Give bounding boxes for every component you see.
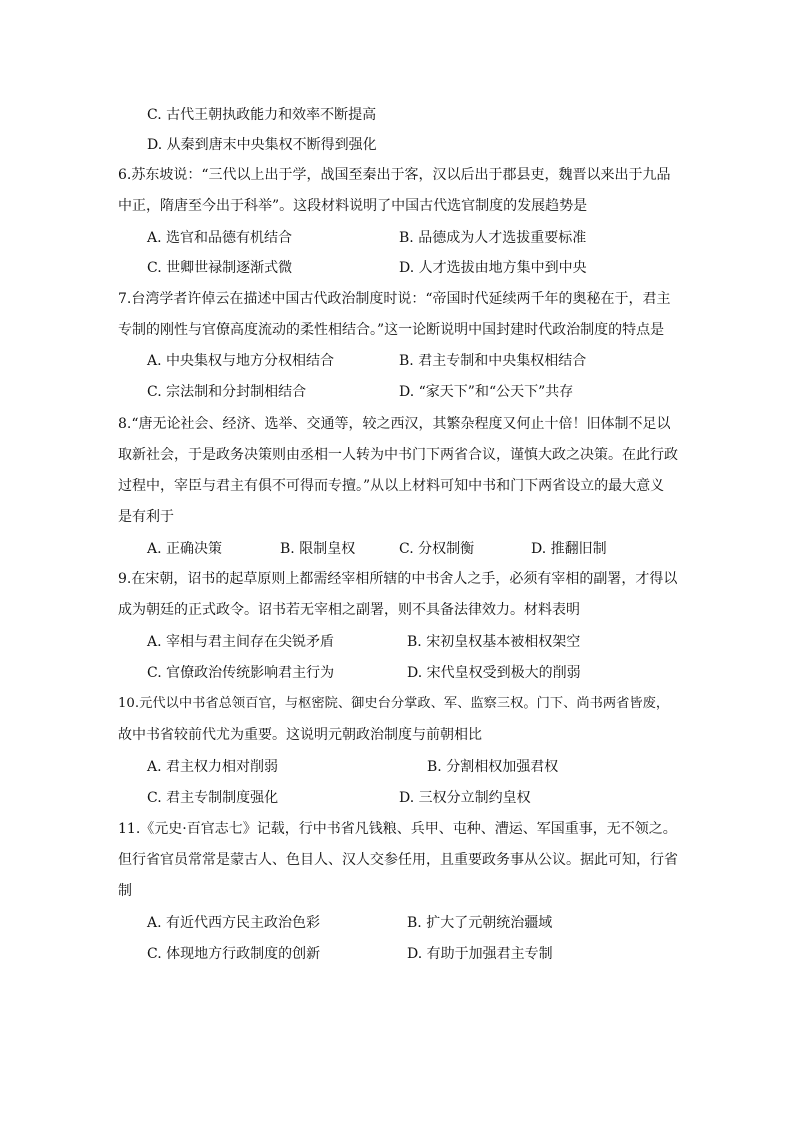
question-7-line-1: 7.台湾学者许倬云在描述中国古代政治制度时说：“帝国时代延续两千年的奥秘在于，君主: [118, 291, 671, 307]
question-6-option-b: B. 品德成为人才选拔重要标准: [399, 230, 587, 246]
q5-option-c: C. 古代王朝执政能力和效率不断提高: [147, 107, 377, 123]
question-11-option-c: C. 体现地方行政制度的创新: [147, 946, 321, 962]
question-7-option-a: A. 中央集权与地方分权相结合: [147, 353, 335, 369]
question-11-option-b: B. 扩大了元朝统治疆域: [407, 915, 553, 931]
question-6-option-c: C. 世卿世禄制逐渐式微: [147, 260, 293, 276]
question-11-option-d: D. 有助于加强君主专制: [407, 946, 553, 962]
question-9-option-b: B. 宋初皇权基本被相权架空: [407, 634, 581, 650]
question-6-option-d: D. 人才选拔由地方集中到中央: [399, 260, 587, 276]
question-7-line-2: 专制的刚性与官僚高度流动的柔性相结合。”这一论断说明中国封建时代政治制度的特点是: [118, 322, 665, 338]
question-10-line-1: 10.元代以中书省总领百官，与枢密院、御史台分掌政、军、监察三权。门下、尚书两省皆废，: [118, 696, 670, 711]
question-10-option-b: B. 分割相权加强君权: [427, 759, 559, 775]
question-7-option-c: C. 宗法制和分封制相结合: [147, 384, 307, 400]
question-10-option-d: D. 三权分立制约皇权: [399, 790, 531, 806]
question-9-line-1: 9.在宋朝，诏书的起草原则上都需经宰相所辖的中书舍人之手，必须有宰相的副署，才得以: [118, 571, 678, 587]
question-8-option-d: D. 推翻旧制: [531, 541, 607, 557]
question-9-option-d: D. 宋代皇权受到极大的削弱: [407, 665, 581, 681]
question-8-option-a: A. 正确决策: [147, 541, 223, 557]
question-8-option-b: B. 限制皇权: [280, 541, 356, 557]
question-9-line-2: 成为朝廷的正式政令。诏书若无宰相之副署，则不具备法律效力。材料表明: [118, 602, 580, 618]
question-7-option-b: B. 君主专制和中央集权相结合: [399, 353, 587, 369]
question-6-line-1: 6.苏东坡说：“三代以上出于学，战国至秦出于客，汉以后出于郡县吏，魏晋以来出于九品: [118, 167, 671, 183]
question-11-line-3: 制: [118, 883, 132, 899]
question-10-option-a: A. 君主权力相对削弱: [147, 759, 279, 775]
question-10-line-2: 故中书省较前代尤为重要。这说明元朝政治制度与前朝相比: [118, 727, 482, 743]
question-6-line-2: 中正，隋唐至今出于科举”。这段材料说明了中国古代选官制度的发展趋势是: [118, 198, 588, 214]
question-10-option-c: C. 君主专制制度强化: [147, 790, 279, 806]
question-7-option-d: D. “家天下”和“公天下”共存: [399, 384, 574, 400]
question-8-line-3: 过程中，宰臣与君主有俱不可得而专擅。”从以上材料可知中书和门下两省设立的最大意义: [118, 478, 665, 494]
question-8-line-2: 取新社会，于是政务决策则由丞相一人转为中书门下两省合议，谨慎大政之决策。在此行政: [118, 447, 678, 463]
question-6-option-a: A. 选官和品德有机结合: [147, 230, 293, 246]
question-8-option-c: C. 分权制衡: [399, 541, 475, 557]
question-11-line-2: 但行省官员常常是蒙古人、色目人、汉人交参任用，且重要政务事从公议。据此可知，行省: [118, 852, 678, 868]
question-11-line-1: 11.《元史·百官志七》记载，行中书省凡钱粮、兵甲、屯种、漕运、军国重事，无不领之。: [118, 821, 677, 837]
question-9-option-a: A. 宰相与君主间存在尖锐矛盾: [147, 634, 335, 650]
question-8-line-1: 8.“唐无论社会、经济、选举、交通等，较之西汉，其繁杂程度又何止十倍！旧体制不足以: [118, 416, 671, 432]
question-9-option-c: C. 官僚政治传统影响君主行为: [147, 665, 335, 681]
question-8-line-4: 是有利于: [118, 509, 174, 525]
q5-option-d: D. 从秦到唐末中央集权不断得到强化: [147, 137, 377, 153]
question-11-option-a: A. 有近代西方民主政治色彩: [147, 915, 321, 931]
